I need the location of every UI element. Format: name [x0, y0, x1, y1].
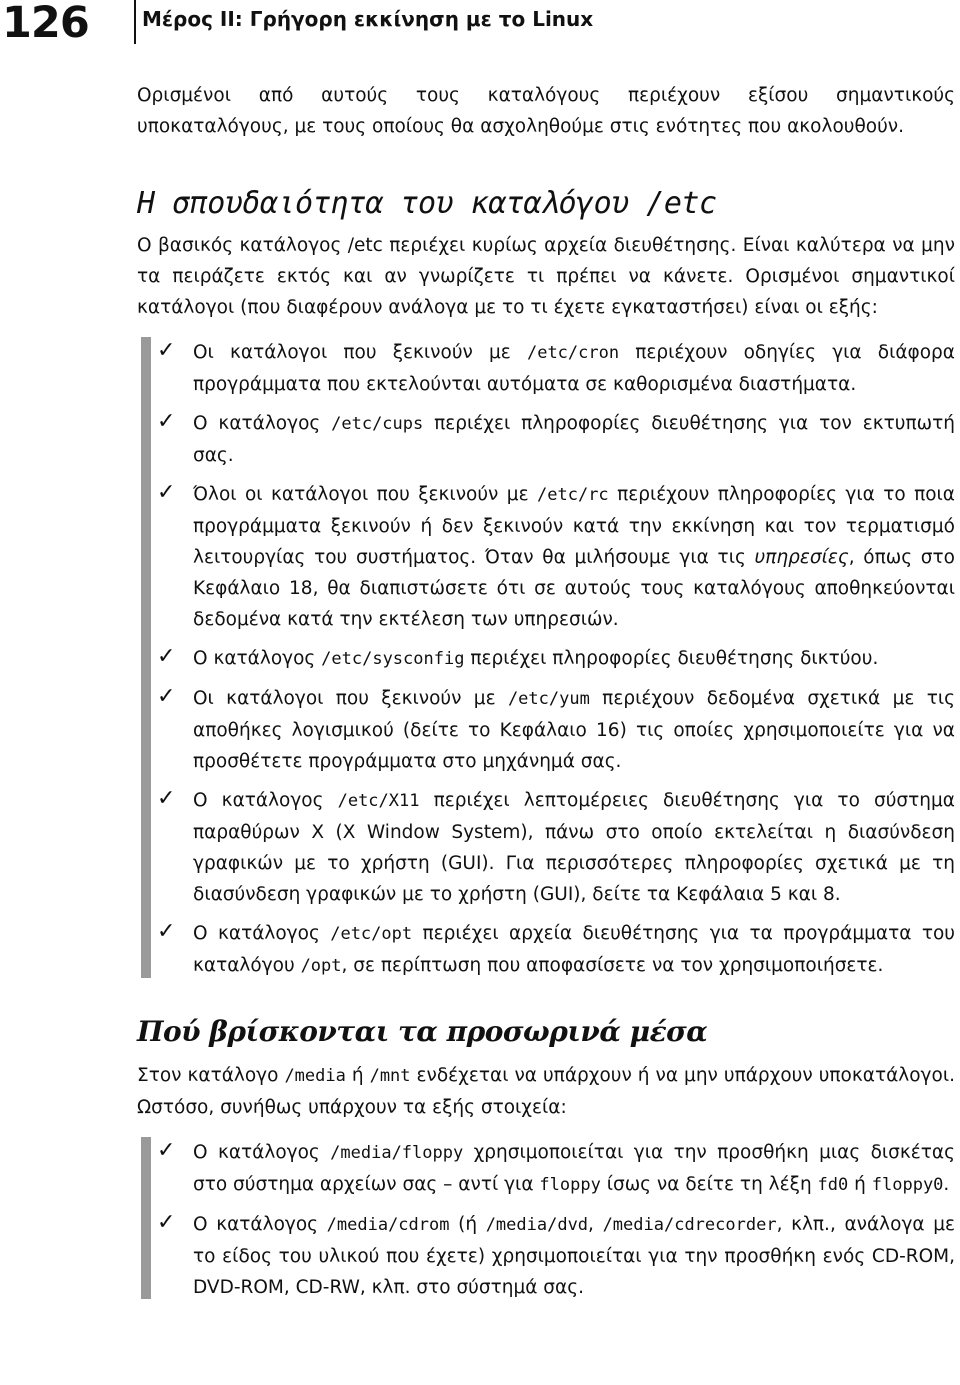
header-divider: [134, 0, 136, 44]
etc-paragraph: Ο βασικός κατάλογος /etc περιέχει κυρίως αρχεία διευθέτησης. Είναι καλύτερα να μην τα πειράζετε εκτός και αν γνωρίζετε τι πρέπει να κάνετε. Ορισμένοι σημαντικοί κατάλογοι (που διαφέρουν ανάλογα με το τι έχετε εγκαταστήσει) είναι οι εξής:: [137, 235, 955, 318]
list-item: ✓ Ο κατάλογος /etc/X11 περιέχει λεπτομέρειες διευθέτησης για το σύστημα παραθύρων X (X Window System), πάνω στο οποίο εκτελείται η διασύνδεση γραφικών με το χρήστη (GUI). Για περισσότερες πληροφορίες σχετικά με τη διασύνδεση γραφικών με το χρήστη (GUI), δείτε τα Κεφάλαια 5 και 8.: [193, 785, 955, 910]
code-path: /etc/opt: [330, 924, 413, 944]
checkmark-icon: ✓: [157, 644, 176, 669]
etc-bullet-list: [137, 337, 955, 982]
code-path: /media: [284, 1066, 346, 1086]
checkmark-icon: ✓: [157, 409, 176, 434]
code-path: fd0: [817, 1175, 849, 1195]
list-item: ✓ Ο κατάλογος /media/cdrom (ή /media/dvd, /media/cdrecorder, κλπ., ανάλογα με το είδος του υλικού που έχετε) χρησιμοποιείται για την προσθήκη ενός CD-ROM, DVD-ROM, CD-RW, κλπ. στο σύστημά σας.: [193, 1209, 955, 1303]
list-item: ✓ Οι κατάλογοι που ξεκινούν με /etc/yum περιέχουν δεδομένα σχετικά με τις αποθήκες λογισμικού (δείτε το Κεφάλαιο 16) τις οποίες χρησιμοποιείτε για να προσθέτετε προγράμματα στο μηχάνημά σας.: [193, 683, 955, 777]
code-path: /etc/sysconfig: [321, 649, 465, 669]
code-path: /media/dvd: [485, 1215, 589, 1235]
list-item: ✓ Ο κατάλογος /etc/sysconfig περιέχει πληροφορίες διευθέτησης δικτύου.: [193, 643, 955, 675]
page-number: 126: [2, 0, 89, 48]
checkmark-icon: ✓: [157, 338, 176, 363]
page-content: [137, 80, 955, 1311]
code-path: /etc/cups: [331, 414, 424, 434]
checkmark-icon: ✓: [157, 1210, 176, 1235]
code-path: /mnt: [369, 1066, 411, 1086]
intro-paragraph: Ορισμένοι από αυτούς τους καταλόγους περιέχουν εξίσου σημαντικούς υποκαταλόγους, με τους οποίους θα ασχοληθούμε στις ενότητες που ακολουθούν.: [137, 85, 955, 137]
section-title-media: Πού βρίσκονται τα προσωρινά μέσα: [137, 1015, 708, 1048]
media-paragraph: Στον κατάλογο /media ή /mnt ενδέχεται να υπάρχουν ή να μην υπάρχουν υποκατάλογοι. Ωστόσο, συνήθως υπάρχουν τα εξής στοιχεία:: [137, 1065, 955, 1118]
media-bullet-list: [137, 1137, 955, 1303]
checkmark-icon: ✓: [157, 684, 176, 709]
code-path: /etc/yum: [507, 689, 590, 709]
code-path: floppy: [539, 1175, 601, 1195]
sidebar-bar: [141, 1137, 151, 1299]
list-item: ✓ Ο κατάλογος /media/floppy χρησιμοποιείται για την προσθήκη μιας δισκέτας στο σύστημα αρχείων σας – αντί για floppy ίσως να δείτε τη λέξη fd0 ή floppy0.: [193, 1137, 955, 1201]
code-path: /etc/cron: [526, 343, 620, 363]
code-path: /etc/X11: [337, 791, 420, 811]
code-path: /media/cdrom: [326, 1215, 450, 1235]
list-item: ✓ Οι κατάλογοι που ξεκινούν με /etc/cron περιέχουν οδηγίες για διάφορα προγράμματα που εκτελούνται αυτόματα σε καθορισμένα διαστήματα.: [193, 337, 955, 400]
running-header: Μέρος ΙΙ: Γρήγορη εκκίνηση με το Linux: [142, 7, 594, 31]
code-path: /opt: [300, 956, 342, 976]
list-item: ✓ Ο κατάλογος /etc/cups περιέχει πληροφορίες διευθέτησης για τον εκτυπωτή σας.: [193, 408, 955, 471]
code-path: floppy0: [871, 1175, 944, 1195]
code-path: /etc/rc: [537, 485, 609, 505]
code-path: /media/cdrecorder: [602, 1215, 777, 1235]
code-path: /media/floppy: [330, 1143, 464, 1163]
list-item: ✓ Όλοι οι κατάλογοι που ξεκινούν με /etc/rc περιέχουν πληροφορίες για το ποια προγράμματα ξεκινούν ή δεν ξεκινούν κατά την εκκίνηση και τον τερματισμό λειτουργίας του συστήματος. Όταν θα μιλήσουμε για τις υπηρεσίες, όπως στο Κεφάλαιο 18, θα διαπιστώσετε ότι σε αυτούς τους καταλόγους αποθηκεύονται δεδομένα κατά την εκτέλεση των υπηρεσιών.: [193, 479, 955, 635]
sidebar-bar: [141, 337, 151, 978]
checkmark-icon: ✓: [157, 786, 176, 811]
emphasis: υπηρεσίες: [754, 547, 849, 568]
checkmark-icon: ✓: [157, 919, 176, 944]
list-item: ✓ Ο κατάλογος /etc/opt περιέχει αρχεία διευθέτησης για τα προγράμματα του καταλόγου /opt, σε περίπτωση που αποφασίσετε να τον χρησιμοποιήσετε.: [193, 918, 955, 982]
section-title-etc: Η σπουδαιότητα του καταλόγου /etc: [137, 186, 717, 221]
checkmark-icon: ✓: [157, 1138, 176, 1163]
checkmark-icon: ✓: [157, 480, 176, 505]
